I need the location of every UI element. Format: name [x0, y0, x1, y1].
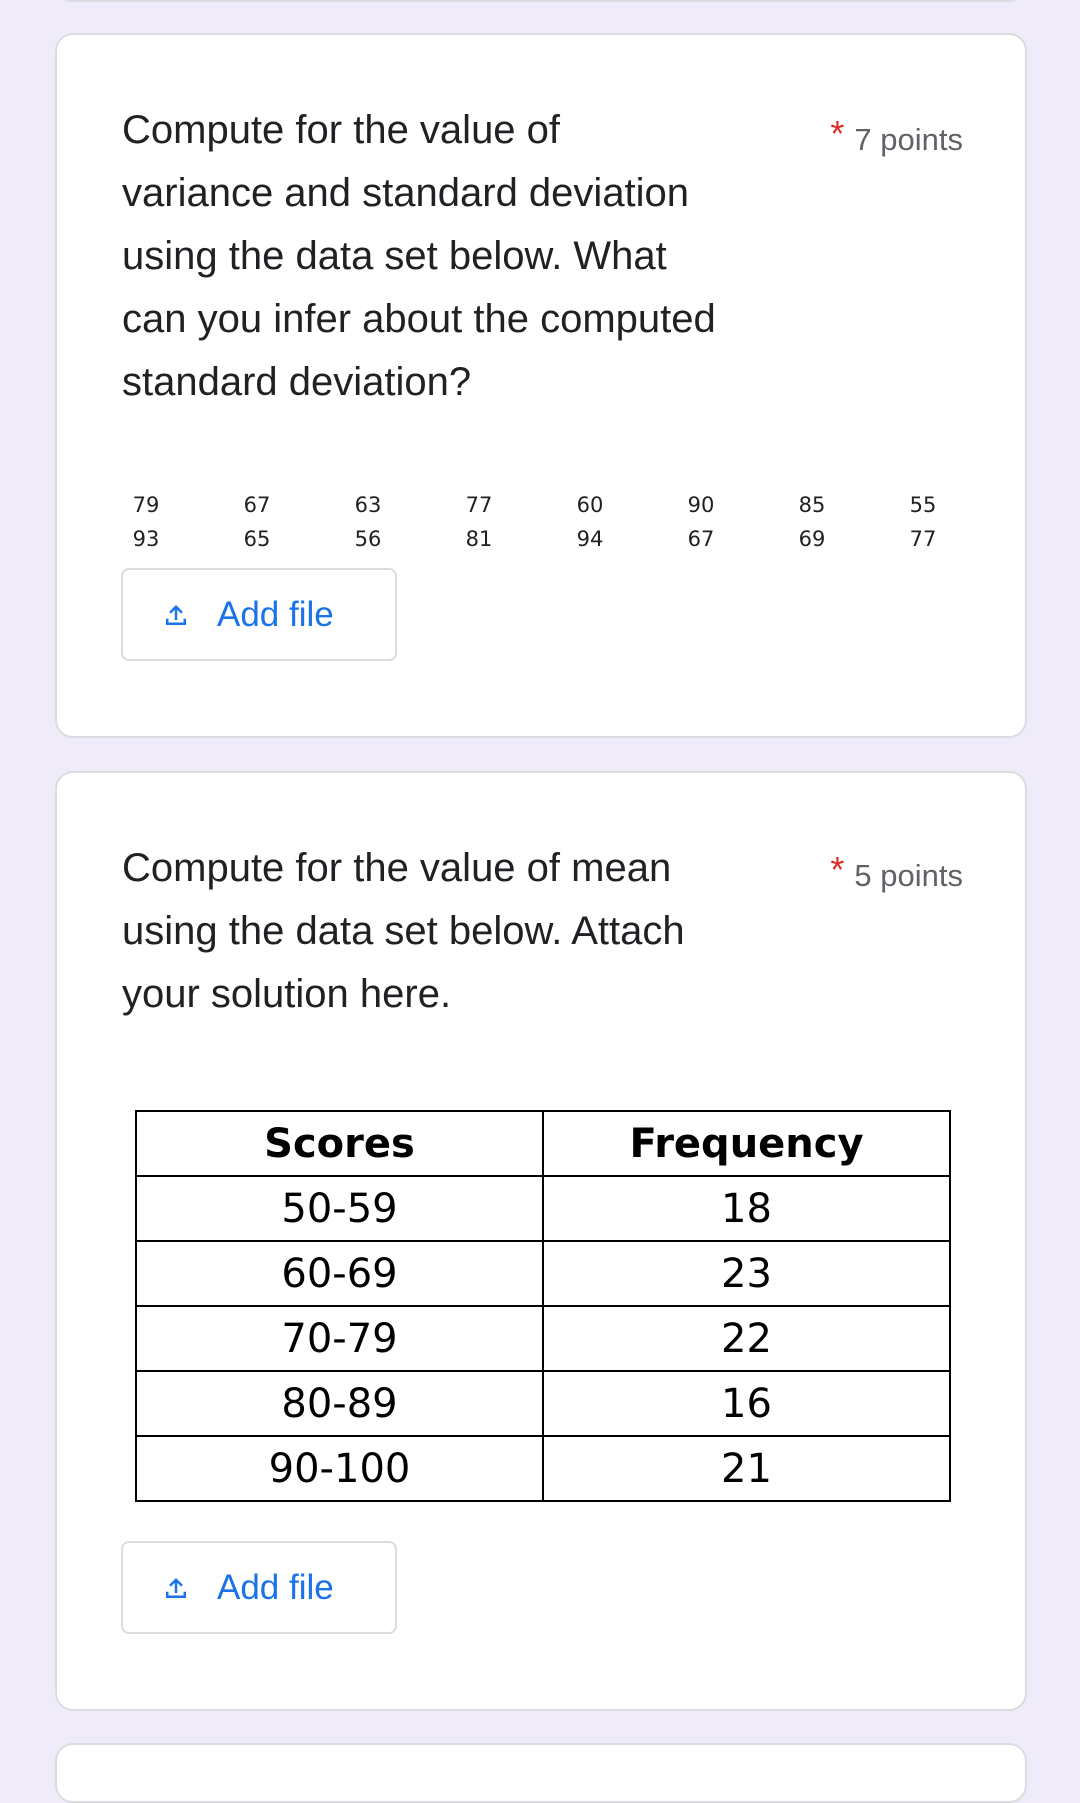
next-question-card — [55, 1743, 1027, 1803]
score-range: 90-100 — [136, 1436, 543, 1501]
question-points — [830, 113, 963, 159]
data-value: 60 — [576, 493, 604, 517]
question-title: Compute for the value of mean using the data set below. Attach your solution here. — [122, 846, 685, 1016]
frequency-value: 16 — [543, 1371, 950, 1436]
previous-question-card — [55, 0, 1027, 2]
data-value: 55 — [909, 493, 937, 517]
table-header-row — [136, 1111, 950, 1176]
data-value: 56 — [354, 527, 382, 551]
question-title: Compute for the value of variance and standard deviation using the data set below. What can you infer about the computed standard deviation? — [122, 108, 716, 404]
points-label: 7 points — [854, 122, 963, 157]
score-range: 80-89 — [136, 1371, 543, 1436]
frequency-value: 18 — [543, 1176, 950, 1241]
data-value: 67 — [243, 493, 271, 517]
header-frequency: Frequency — [543, 1111, 950, 1176]
upload-icon — [161, 1573, 191, 1603]
data-set-grid — [119, 491, 989, 553]
table-row — [136, 1176, 950, 1241]
data-value: 90 — [687, 493, 715, 517]
table-row — [136, 1436, 950, 1501]
data-value: 63 — [354, 493, 382, 517]
add-file-label: Add file — [217, 594, 334, 634]
frequency-value: 23 — [543, 1241, 950, 1306]
add-file-button[interactable] — [121, 1541, 397, 1634]
add-file-label: Add file — [217, 1567, 334, 1607]
score-range: 50-59 — [136, 1176, 543, 1241]
data-value: 93 — [132, 527, 160, 551]
score-range: 60-69 — [136, 1241, 543, 1306]
data-value: 85 — [798, 493, 826, 517]
frequency-value: 22 — [543, 1306, 950, 1371]
upload-icon — [161, 600, 191, 630]
header-scores: Scores — [136, 1111, 543, 1176]
table-row — [136, 1306, 950, 1371]
question-card-mean — [55, 771, 1027, 1711]
required-asterisk: * — [830, 113, 845, 154]
data-value: 77 — [909, 527, 937, 551]
data-value: 77 — [465, 493, 493, 517]
data-value: 81 — [465, 527, 493, 551]
question-card-variance — [55, 33, 1027, 738]
data-value: 79 — [132, 493, 160, 517]
question-points — [830, 849, 963, 895]
frequency-value: 21 — [543, 1436, 950, 1501]
table-row — [136, 1241, 950, 1306]
required-asterisk: * — [830, 849, 845, 890]
data-value: 69 — [798, 527, 826, 551]
frequency-table — [135, 1110, 951, 1502]
add-file-button[interactable] — [121, 568, 397, 661]
points-label: 5 points — [854, 858, 963, 893]
data-value: 65 — [243, 527, 271, 551]
data-value: 67 — [687, 527, 715, 551]
score-range: 70-79 — [136, 1306, 543, 1371]
data-value: 94 — [576, 527, 604, 551]
table-row — [136, 1371, 950, 1436]
